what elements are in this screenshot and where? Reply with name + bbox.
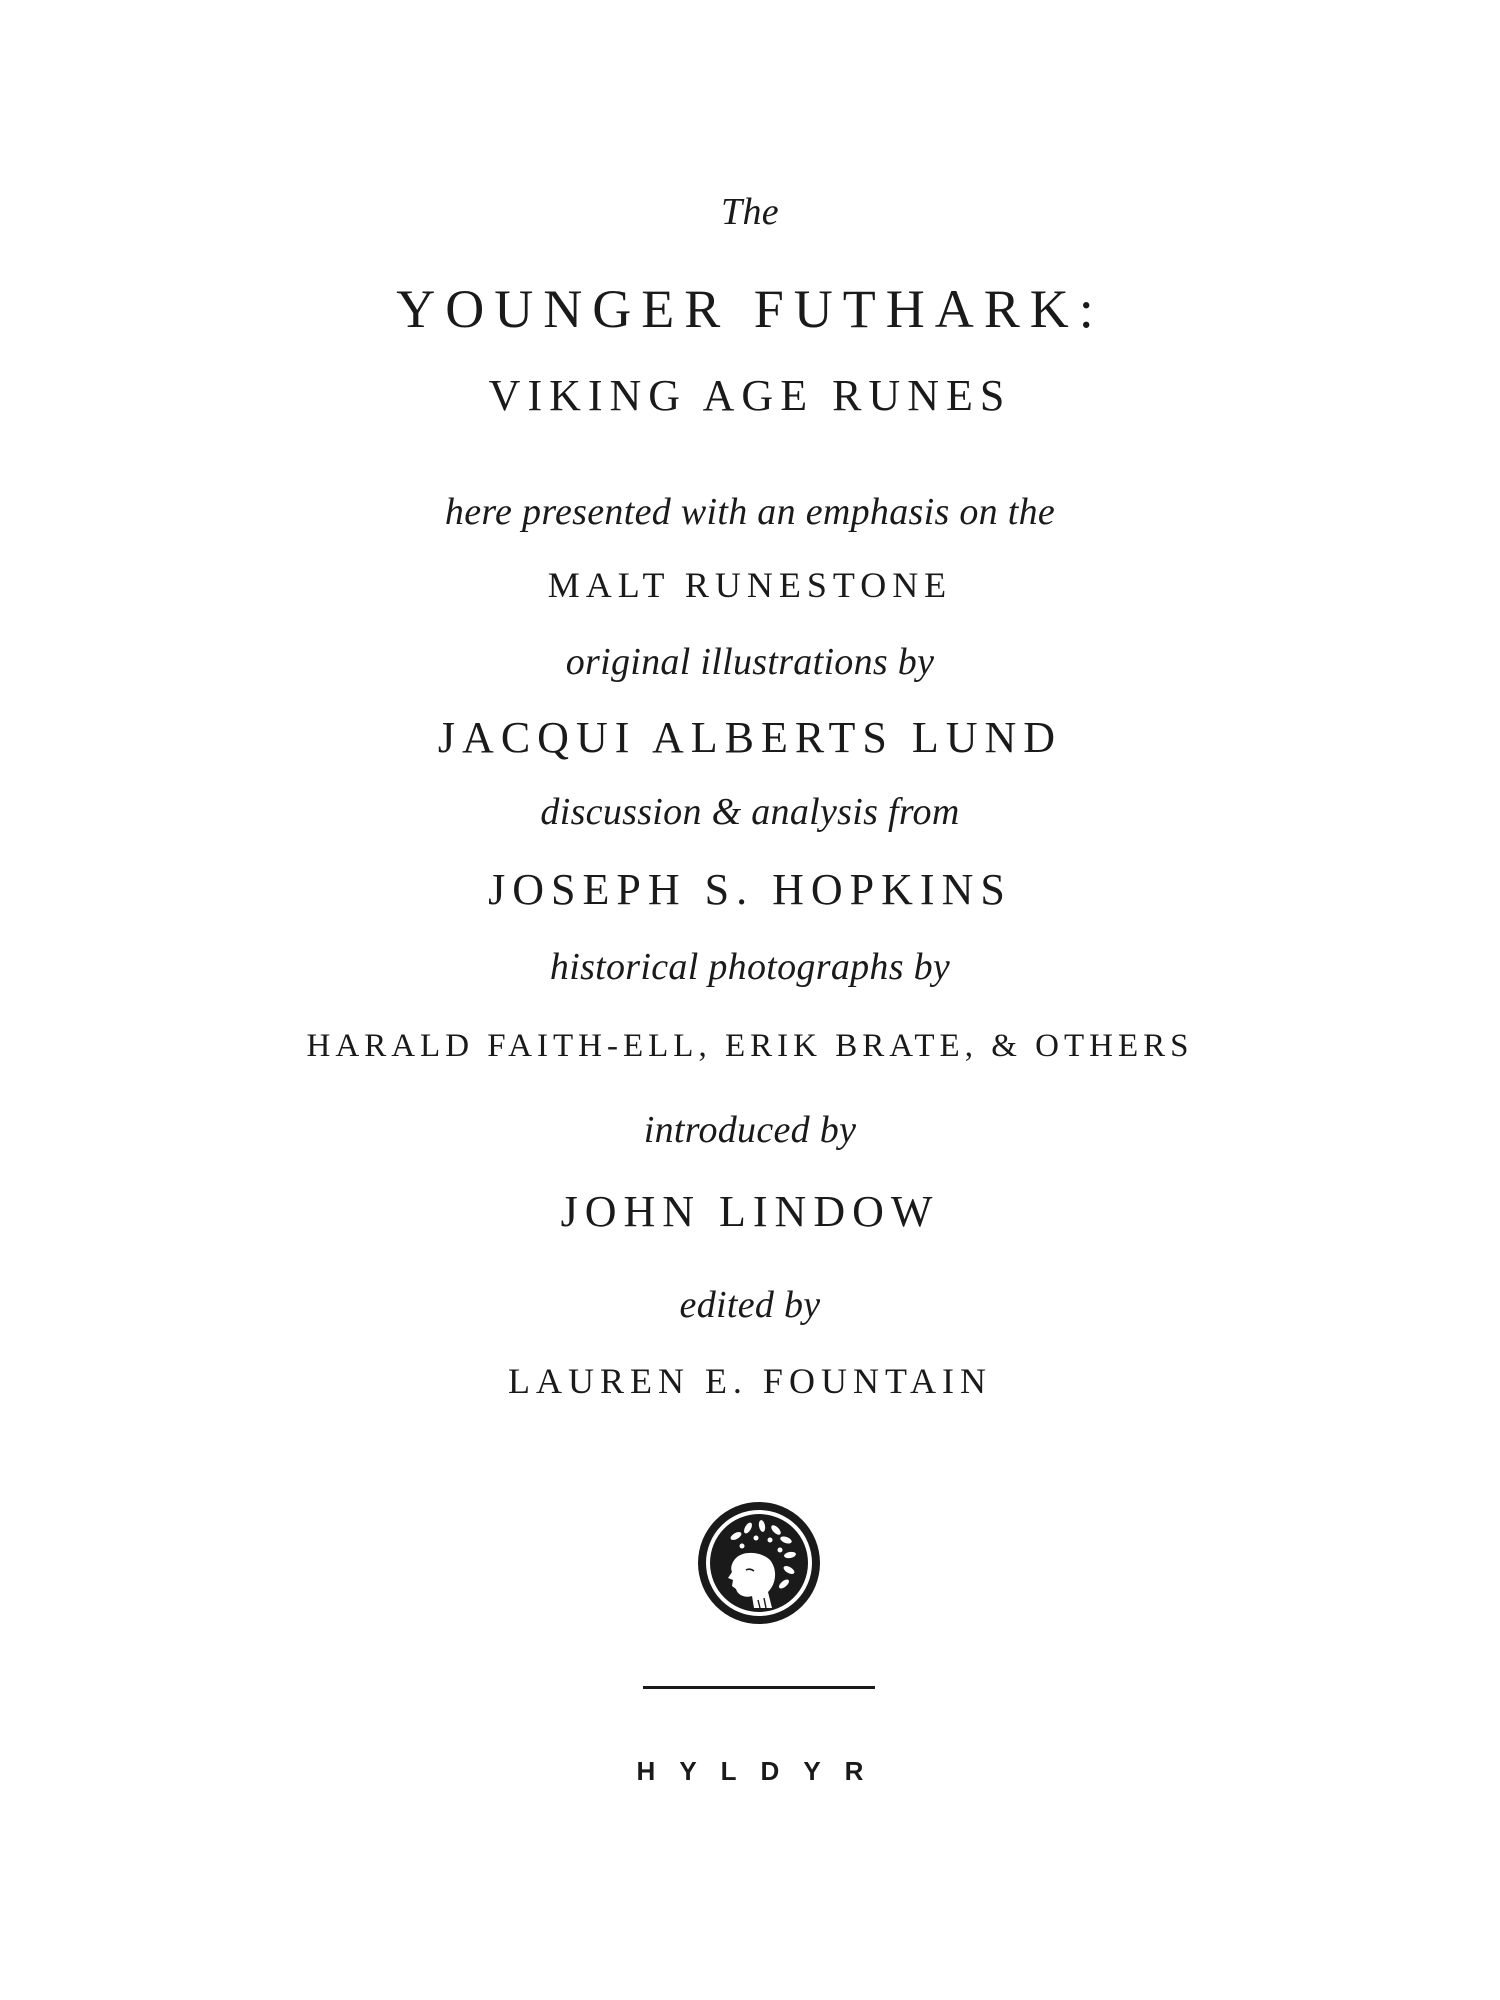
illustrator-name: JACQUI ALBERTS LUND (437, 713, 1063, 762)
title-article: The (721, 191, 779, 233)
book-title: YOUNGER FUTHARK: (396, 279, 1104, 339)
illustrations-intro-text: original illustrations by (565, 641, 935, 683)
editor-name: LAUREN E. FOUNTAIN (507, 1361, 993, 1401)
book-subtitle: VIKING AGE RUNES (488, 371, 1012, 420)
editor-intro-text: edited by (679, 1284, 821, 1326)
profile-head-with-foliage-seal-icon (696, 1500, 822, 1626)
discussion-author-name: JOSEPH S. HOPKINS (488, 865, 1012, 914)
publisher-name: HYLDYR (636, 1756, 888, 1786)
introduction-intro-text: introduced by (643, 1109, 857, 1151)
photographers-names: HARALD FAITH-ELL, ERIK BRATE, & OTHERS (306, 1028, 1194, 1064)
divider-rule (643, 1686, 875, 1689)
photographs-intro-text: historical photographs by (549, 946, 951, 988)
emphasis-subject: MALT RUNESTONE (547, 565, 953, 605)
emphasis-intro-text: here presented with an emphasis on the (444, 491, 1056, 533)
introducer-name: JOHN LINDOW (560, 1187, 940, 1236)
discussion-intro-text: discussion & analysis from (540, 791, 960, 833)
